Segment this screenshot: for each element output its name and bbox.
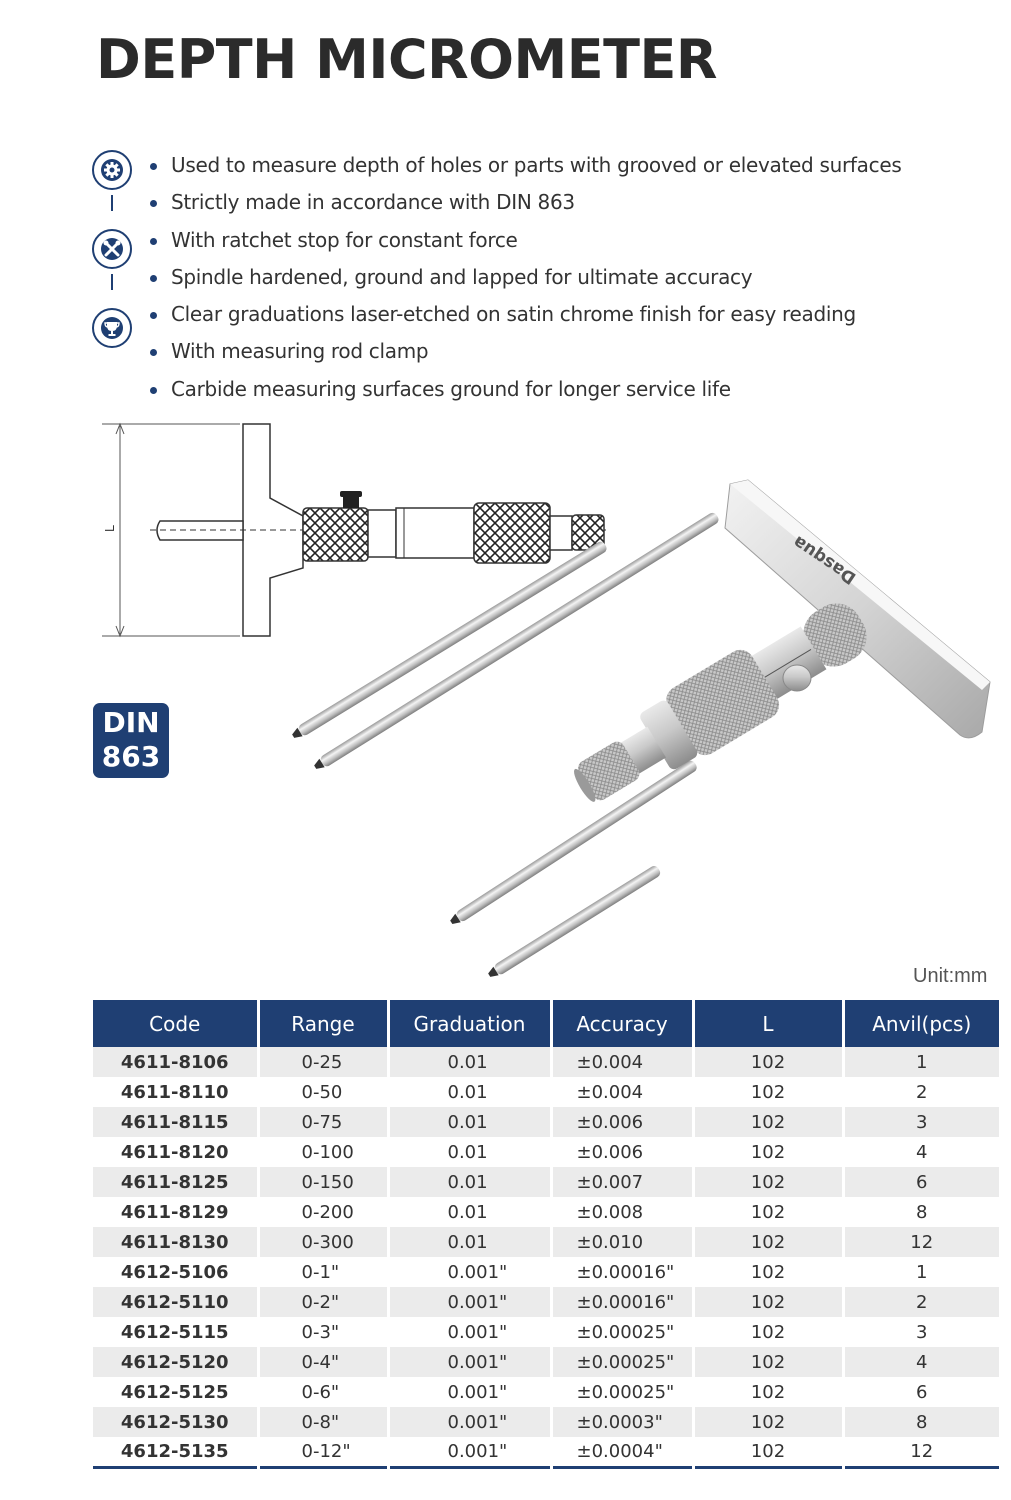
cell-accuracy: ±0.00025" [551, 1377, 693, 1407]
cell-code: 4612-5125 [93, 1377, 258, 1407]
cell-accuracy: ±0.007 [551, 1167, 693, 1197]
cell-anvil: 3 [843, 1317, 999, 1347]
product-photo [270, 470, 1000, 990]
cell-accuracy: ±0.0004" [551, 1437, 693, 1467]
cell-accuracy: ±0.00025" [551, 1347, 693, 1377]
feature-item: Used to measure depth of holes or parts with grooved or elevated surfaces [150, 150, 901, 187]
cell-range: 0-1" [258, 1257, 388, 1287]
cell-range: 0-150 [258, 1167, 388, 1197]
table-row [93, 1377, 999, 1407]
cell-accuracy: ±0.0003" [551, 1407, 693, 1437]
cell-l: 102 [693, 1077, 843, 1107]
cell-anvil: 1 [843, 1257, 999, 1287]
measuring-rod [448, 759, 699, 928]
gear-icon [92, 150, 132, 190]
cell-l: 102 [693, 1227, 843, 1257]
cell-l: 102 [693, 1137, 843, 1167]
table-row [93, 1317, 999, 1347]
cell-code: 4612-5110 [93, 1287, 258, 1317]
divider-line [111, 195, 113, 211]
cell-l: 102 [693, 1437, 843, 1467]
cell-anvil: 4 [843, 1347, 999, 1377]
table-body [93, 1047, 999, 1467]
cell-graduation: 0.001" [388, 1407, 551, 1437]
cell-accuracy: ±0.008 [551, 1197, 693, 1227]
spec-table [93, 1000, 999, 1469]
cell-l: 102 [693, 1107, 843, 1137]
cell-anvil: 3 [843, 1107, 999, 1137]
cell-code: 4612-5106 [93, 1257, 258, 1287]
unit-label: Unit:mm [913, 965, 988, 987]
header-l: L [693, 1000, 843, 1047]
cell-range: 0-50 [258, 1077, 388, 1107]
cell-anvil: 4 [843, 1137, 999, 1167]
cell-graduation: 0.01 [388, 1197, 551, 1227]
table-row [93, 1287, 999, 1317]
cell-anvil: 2 [843, 1287, 999, 1317]
cell-l: 102 [693, 1167, 843, 1197]
cell-range: 0-75 [258, 1107, 388, 1137]
cell-l: 102 [693, 1407, 843, 1437]
cell-anvil: 6 [843, 1377, 999, 1407]
cell-anvil: 8 [843, 1197, 999, 1227]
table-header-row [93, 1000, 999, 1047]
header-accuracy: Accuracy [551, 1000, 693, 1047]
table-row [93, 1347, 999, 1377]
table-row [93, 1047, 999, 1077]
cell-range: 0-4" [258, 1347, 388, 1377]
brand-mark: Dasqua [789, 531, 860, 588]
cell-l: 102 [693, 1047, 843, 1077]
table-row [93, 1077, 999, 1107]
cell-graduation: 0.001" [388, 1257, 551, 1287]
cell-range: 0-100 [258, 1137, 388, 1167]
cell-anvil: 12 [843, 1227, 999, 1257]
cell-range: 0-6" [258, 1377, 388, 1407]
cell-graduation: 0.01 [388, 1047, 551, 1077]
trophy-icon [92, 308, 132, 348]
feature-list [150, 150, 901, 411]
cell-code: 4611-8110 [93, 1077, 258, 1107]
badge-line-2: 863 [101, 740, 161, 773]
cell-range: 0-25 [258, 1047, 388, 1077]
cell-l: 102 [693, 1197, 843, 1227]
table-row [93, 1167, 999, 1197]
cell-graduation: 0.01 [388, 1077, 551, 1107]
feature-item: Clear graduations laser-etched on satin chrome finish for easy reading [150, 299, 901, 336]
cell-graduation: 0.01 [388, 1137, 551, 1167]
cell-l: 102 [693, 1377, 843, 1407]
cell-code: 4611-8129 [93, 1197, 258, 1227]
cell-range: 0-3" [258, 1317, 388, 1347]
feature-item: Spindle hardened, ground and lapped for ultimate accuracy [150, 262, 901, 299]
page-title: DEPTH MICROMETER [96, 28, 717, 91]
cell-l: 102 [693, 1347, 843, 1377]
cell-anvil: 6 [843, 1167, 999, 1197]
table-row [93, 1437, 999, 1467]
measuring-rod [290, 540, 608, 741]
cell-graduation: 0.001" [388, 1377, 551, 1407]
table-row [93, 1407, 999, 1437]
cell-code: 4612-5115 [93, 1317, 258, 1347]
divider-line [111, 274, 113, 290]
table-row [93, 1107, 999, 1137]
cell-accuracy: ±0.006 [551, 1107, 693, 1137]
cell-l: 102 [693, 1317, 843, 1347]
feature-item: With measuring rod clamp [150, 336, 901, 373]
header-range: Range [258, 1000, 388, 1047]
cell-accuracy: ±0.00025" [551, 1317, 693, 1347]
cell-range: 0-2" [258, 1287, 388, 1317]
din-863-badge [93, 703, 169, 778]
dimension-label: L [102, 524, 117, 532]
cell-code: 4611-8115 [93, 1107, 258, 1137]
cell-graduation: 0.001" [388, 1347, 551, 1377]
cell-accuracy: ±0.010 [551, 1227, 693, 1257]
tools-icon [92, 229, 132, 269]
header-code: Code [93, 1000, 258, 1047]
feature-item: With ratchet stop for constant force [150, 225, 901, 262]
cell-graduation: 0.01 [388, 1167, 551, 1197]
cell-graduation: 0.001" [388, 1317, 551, 1347]
cell-l: 102 [693, 1257, 843, 1287]
cell-l: 102 [693, 1287, 843, 1317]
cell-graduation: 0.001" [388, 1437, 551, 1467]
cell-code: 4612-5130 [93, 1407, 258, 1437]
cell-anvil: 2 [843, 1077, 999, 1107]
cell-anvil: 1 [843, 1047, 999, 1077]
cell-code: 4612-5135 [93, 1437, 258, 1467]
cell-accuracy: ±0.004 [551, 1077, 693, 1107]
table-row [93, 1257, 999, 1287]
cell-code: 4611-8106 [93, 1047, 258, 1077]
feature-item: Strictly made in accordance with DIN 863 [150, 187, 901, 224]
cell-code: 4611-8125 [93, 1167, 258, 1197]
cell-anvil: 12 [843, 1437, 999, 1467]
cell-accuracy: ±0.006 [551, 1137, 693, 1167]
cell-accuracy: ±0.00016" [551, 1287, 693, 1317]
clamp-knob [783, 665, 811, 691]
table-row [93, 1137, 999, 1167]
cell-graduation: 0.01 [388, 1107, 551, 1137]
cell-range: 0-8" [258, 1407, 388, 1437]
header-anvil: Anvil(pcs) [843, 1000, 999, 1047]
cell-range: 0-12" [258, 1437, 388, 1467]
table-row [93, 1197, 999, 1227]
cell-range: 0-300 [258, 1227, 388, 1257]
badge-line-1: DIN [102, 706, 160, 739]
table-row [93, 1227, 999, 1257]
cell-anvil: 8 [843, 1407, 999, 1437]
micrometer-head [561, 587, 880, 821]
cell-graduation: 0.01 [388, 1227, 551, 1257]
cell-code: 4611-8130 [93, 1227, 258, 1257]
header-graduation: Graduation [388, 1000, 551, 1047]
cell-code: 4612-5120 [93, 1347, 258, 1377]
cell-accuracy: ±0.00016" [551, 1257, 693, 1287]
cell-graduation: 0.001" [388, 1287, 551, 1317]
cell-code: 4611-8120 [93, 1137, 258, 1167]
cell-range: 0-200 [258, 1197, 388, 1227]
feature-item: Carbide measuring surfaces ground for longer service life [150, 374, 901, 411]
cell-accuracy: ±0.004 [551, 1047, 693, 1077]
